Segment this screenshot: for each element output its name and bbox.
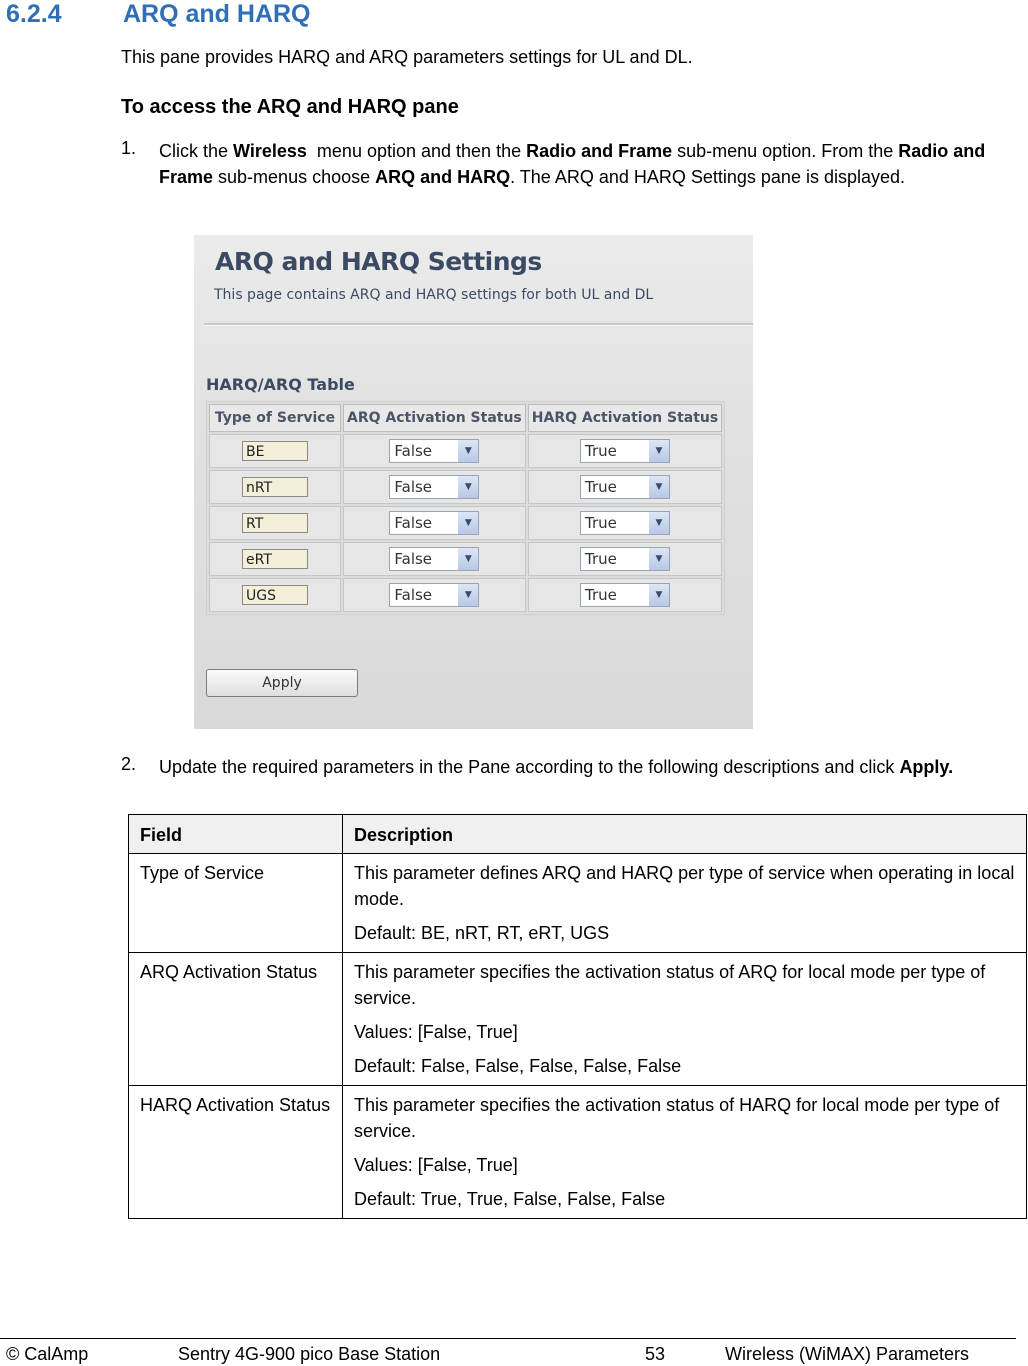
service-cell <box>209 470 341 504</box>
chevron-down-icon[interactable]: ▼ <box>649 440 669 462</box>
service-input[interactable]: BE <box>242 441 308 461</box>
settings-title: ARQ and HARQ Settings <box>215 247 542 276</box>
section-title: ARQ and HARQ <box>123 0 311 28</box>
description-cell <box>343 1086 1027 1219</box>
harq-arq-table <box>206 401 725 615</box>
table-title: HARQ/ARQ Table <box>206 375 355 394</box>
arq-select[interactable]: False ▼ <box>389 583 479 607</box>
description-line: Default: BE, nRT, RT, eRT, UGS <box>354 923 610 943</box>
description-line: This parameter specifies the activation status of ARQ for local mode per type of service. <box>354 962 986 1008</box>
harq-select[interactable]: True ▼ <box>580 511 670 535</box>
arq-select[interactable]: False ▼ <box>389 475 479 499</box>
description-table <box>128 814 1027 1219</box>
section-number: 6.2.4 <box>6 0 62 28</box>
service-cell <box>209 506 341 540</box>
settings-subtitle: This page contains ARQ and HARQ settings for both UL and DL <box>214 287 654 303</box>
harq-select[interactable]: True ▼ <box>580 475 670 499</box>
arq-cell <box>343 578 526 612</box>
arq-cell <box>343 470 526 504</box>
chevron-down-icon[interactable]: ▼ <box>458 476 478 498</box>
service-input[interactable]: UGS <box>242 585 308 605</box>
harq-cell <box>528 542 722 576</box>
step-2-text: Update the required parameters in the Pane according to the following descriptions and click Apply. <box>159 757 954 777</box>
description-line: Default: False, False, False, False, False <box>354 1056 682 1076</box>
service-input[interactable]: nRT <box>242 477 308 497</box>
service-input[interactable]: eRT <box>242 549 308 569</box>
service-cell <box>209 542 341 576</box>
chevron-down-icon[interactable]: ▼ <box>649 512 669 534</box>
col-header-arq: ARQ Activation Status <box>343 404 526 432</box>
harq-cell <box>528 470 722 504</box>
footer-copyright: © CalAmp <box>6 1344 89 1364</box>
chevron-down-icon[interactable]: ▼ <box>458 512 478 534</box>
table-row <box>209 542 722 576</box>
description-line: Values: [False, True] <box>354 1022 518 1042</box>
field-cell: HARQ Activation Status <box>129 1086 343 1219</box>
table-row <box>129 854 1027 953</box>
field-cell: Type of Service <box>129 854 343 953</box>
step-2-number: 2. <box>121 754 137 774</box>
intro-paragraph: This pane provides HARQ and ARQ parameters settings for UL and DL. <box>121 47 693 67</box>
header-field: Field <box>129 815 343 854</box>
chevron-down-icon[interactable]: ▼ <box>649 584 669 606</box>
service-input[interactable]: RT <box>242 513 308 533</box>
description-cell <box>343 953 1027 1086</box>
arq-cell <box>343 434 526 468</box>
divider <box>204 323 753 326</box>
chevron-down-icon[interactable]: ▼ <box>458 440 478 462</box>
arq-select[interactable]: False ▼ <box>389 547 479 571</box>
harq-cell <box>528 506 722 540</box>
service-cell <box>209 578 341 612</box>
description-line: This parameter specifies the activation status of HARQ for local mode per type of service. <box>354 1095 1000 1141</box>
table-row <box>129 953 1027 1086</box>
arq-select[interactable]: False ▼ <box>389 511 479 535</box>
harq-select[interactable]: True ▼ <box>580 547 670 571</box>
footer-page-number: 53 <box>645 1344 666 1364</box>
footer-section: Wireless (WiMAX) Parameters <box>725 1344 970 1364</box>
col-header-service: Type of Service <box>209 404 341 432</box>
footer-divider <box>0 1338 1016 1339</box>
header-description: Description <box>343 815 1027 854</box>
service-cell <box>209 434 341 468</box>
harq-select[interactable]: True ▼ <box>580 583 670 607</box>
harq-cell <box>528 434 722 468</box>
chevron-down-icon[interactable]: ▼ <box>649 476 669 498</box>
harq-select[interactable]: True ▼ <box>580 439 670 463</box>
description-cell <box>343 854 1027 953</box>
description-line: This parameter defines ARQ and HARQ per type of service when operating in local mode. <box>354 863 1015 909</box>
chevron-down-icon[interactable]: ▼ <box>458 584 478 606</box>
arq-cell <box>343 542 526 576</box>
step-1-number: 1. <box>121 138 137 158</box>
table-row <box>209 578 722 612</box>
chevron-down-icon[interactable]: ▼ <box>649 548 669 570</box>
step-1-text: Click the Wireless menu option and then the Radio and Frame sub-menu option. From the Radio and Frame sub-menus choose ARQ and HARQ. The ARQ and HARQ Settings pane is displayed. <box>159 141 986 187</box>
col-header-harq: HARQ Activation Status <box>528 404 722 432</box>
arq-harq-screenshot <box>194 235 753 729</box>
footer-product: Sentry 4G-900 pico Base Station <box>178 1344 441 1364</box>
table-row <box>209 434 722 468</box>
procedure-heading: To access the ARQ and HARQ pane <box>121 96 459 118</box>
arq-cell <box>343 506 526 540</box>
description-line: Values: [False, True] <box>354 1155 518 1175</box>
apply-button[interactable]: Apply <box>206 669 358 697</box>
table-row <box>209 506 722 540</box>
field-cell: ARQ Activation Status <box>129 953 343 1086</box>
table-row <box>129 1086 1027 1219</box>
harq-cell <box>528 578 722 612</box>
description-line: Default: True, True, False, False, False <box>354 1189 666 1209</box>
chevron-down-icon[interactable]: ▼ <box>458 548 478 570</box>
table-row <box>209 470 722 504</box>
arq-select[interactable]: False ▼ <box>389 439 479 463</box>
